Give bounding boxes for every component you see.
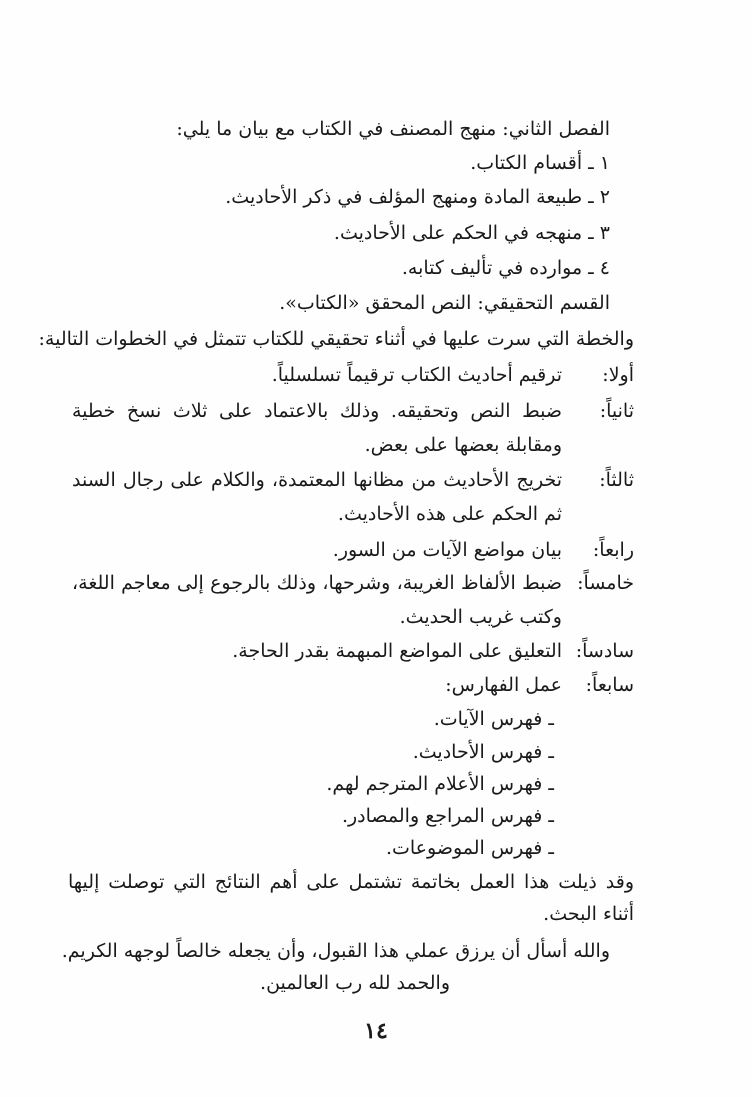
step-text: التعليق على المواضع المبهمة بقدر الحاجة. [232,640,562,662]
step-row [0,358,752,392]
index-item: ـ فهرس المراجع والمصادر. [341,805,554,827]
step-text: بيان مواضع الآيات من السور. [332,539,562,561]
step-term: أولا: [602,364,634,386]
step-term: ثانياً: [599,400,634,422]
step-text: تخريج الأحاديث من مظانها المعتمدة، والكلام على رجال السند ثم الحكم على هذه الأحاديث. [72,469,562,525]
step-text: ترقيم أحاديث الكتاب ترقيماً تسلسلياً. [271,364,562,386]
index-item: ـ فهرس الأعلام المترجم لهم. [326,773,554,795]
step-row [0,668,752,702]
chapter-item: ٢ ـ طبيعة المادة ومنهج المؤلف في ذكر الأحاديث. [225,186,610,208]
step-text: ضبط الألفاظ الغريبة، وشرحها، وذلك بالرجوع إلى معاجم اللغة، وكتب غريب الحديث. [72,572,562,628]
step-term: سادساً: [575,640,634,662]
step-row [0,634,752,668]
praise-line: والحمد لله رب العالمين. [260,972,450,994]
step-text: ضبط النص وتحقيقه. وذلك بالاعتماد على ثلاث نسخ خطية ومقابلة بعضها على بعض. [72,400,562,456]
chapter-heading: الفصل الثاني: منهج المصنف في الكتاب مع بيان ما يلي: [176,118,610,140]
step-term: خامساً: [577,572,634,594]
prayer-line: والله أسأل أن يرزق عملي هذا القبول، وأن يجعله خالصاً لوجهه الكريم. [61,940,610,962]
plan-intro: والخطة التي سرت عليها في أثناء تحقيقي للكتاب تتمثل في الخطوات التالية: [38,328,634,350]
index-item: ـ فهرس الآيات. [433,708,554,730]
step-term: ثالثاً: [599,469,634,491]
chapter-item: ١ ـ أقسام الكتاب. [470,152,610,174]
step-text: عمل الفهارس: [445,674,562,696]
step-row [0,394,752,462]
section-heading: القسم التحقيقي: النص المحقق «الكتاب». [279,292,610,314]
index-item: ـ فهرس الأحاديث. [412,741,554,763]
step-row [0,463,752,531]
step-term: رابعاً: [592,539,634,561]
chapter-item: ٣ ـ منهجه في الحكم على الأحاديث. [333,222,610,244]
page-number: ١٤ [364,1018,388,1044]
closing-paragraph: وقد ذيلت هذا العمل بخاتمة تشتمل على أهم النتائج التي توصلت إليها أثناء البحث. [68,871,634,925]
chapter-item: ٤ ـ موارده في تأليف كتابه. [401,257,610,279]
step-term: سابعاً: [585,674,634,696]
index-item: ـ فهرس الموضوعات. [385,837,554,859]
step-row [0,533,752,567]
step-row [0,566,752,634]
